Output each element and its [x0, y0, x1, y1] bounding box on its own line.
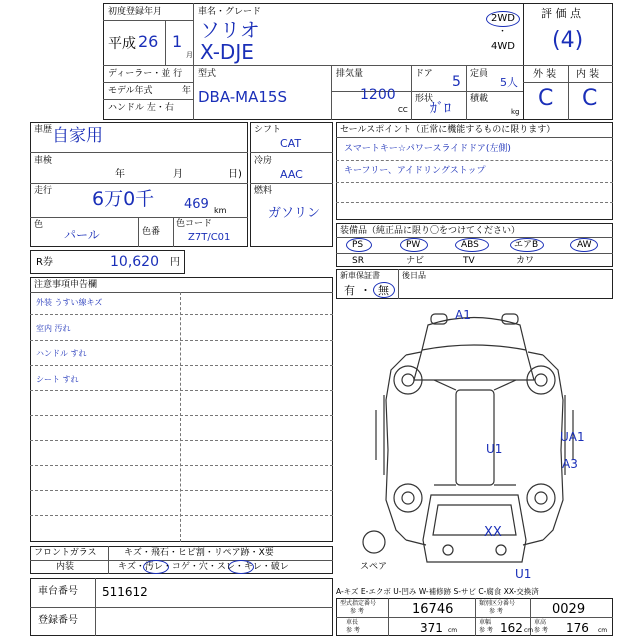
- note-line-2: 室内 汚れ: [36, 324, 71, 333]
- damage-legend: A-キズ E-エクボ U-凹み W-補修跡 S-サビ C-腐食 XX-交換済: [336, 587, 539, 596]
- reg-era: 平成: [108, 36, 136, 52]
- door-value: 5: [452, 74, 461, 90]
- shape-label: 形状: [415, 94, 434, 104]
- equip-navi: ナビ: [406, 256, 425, 266]
- mark-xx: XX: [484, 525, 502, 540]
- equip-ps: PS: [352, 240, 364, 250]
- inspection-label: 車検: [34, 156, 53, 166]
- length-cm: cm: [448, 627, 458, 634]
- windshield-options: キズ・飛石・ヒビ割・リペア跡・X要: [124, 548, 274, 558]
- interior-options: キズ・汚レ・コゲ・穴・スレ・キレ・破レ: [118, 562, 289, 572]
- reg-label: 初度登録年月: [108, 7, 163, 17]
- mark-u1-center: U1: [486, 442, 503, 456]
- note-line-4: シート すれ: [36, 375, 79, 384]
- height-ref: 参 考: [534, 627, 548, 634]
- equip-leather: カワ: [516, 256, 535, 266]
- mileage-small: 469: [184, 197, 209, 212]
- equip-sr: SR: [352, 256, 364, 266]
- note-line-1: 外装 うすい線キズ: [36, 298, 103, 307]
- mileage-big: 6万0千: [92, 188, 155, 210]
- int-label: 内 装: [576, 69, 600, 80]
- inspection-day-unit: 日): [228, 169, 242, 180]
- class-number-ref: 参 考: [489, 608, 503, 615]
- shift-label: シフト: [254, 125, 282, 135]
- color-code: Z7T/C01: [188, 232, 231, 243]
- drive-4wd: 4WD: [491, 41, 515, 52]
- width-cm: cm: [524, 627, 534, 634]
- load-label: 積載: [470, 94, 489, 104]
- equip-pw: PW: [406, 240, 421, 250]
- ext-label: 外 装: [533, 69, 557, 80]
- model-year-unit: 年: [182, 86, 192, 96]
- drive-2wd: 2WD: [491, 13, 515, 24]
- shift-value: CAT: [280, 137, 302, 150]
- chassis-label: 車台番号: [38, 586, 78, 597]
- note-line-3: ハンドル すれ: [36, 349, 87, 358]
- width-label: 車幅: [479, 619, 492, 626]
- length-ref: 参 考: [346, 627, 360, 634]
- drive-dot: ・: [498, 27, 508, 37]
- equip-abs: ABS: [461, 240, 479, 250]
- form-number-label: 型式指定番号: [340, 600, 377, 607]
- windshield-label: フロントガラス: [34, 548, 97, 558]
- mark-a3: A3: [562, 457, 578, 471]
- color-no-label: 色番: [142, 227, 161, 237]
- displacement-value: 1200: [360, 87, 396, 103]
- spare-label: スペア: [360, 562, 388, 572]
- mark-ua1: UA1: [560, 430, 585, 444]
- cc-unit: CC: [398, 106, 408, 114]
- dealer-label: ディーラー・並 行: [108, 69, 183, 79]
- int-grade: C: [582, 86, 598, 111]
- type-label: 型式: [198, 69, 217, 79]
- door-label: ドア: [415, 69, 433, 79]
- equip-aw: AW: [577, 240, 592, 250]
- recycle-box: [30, 250, 185, 274]
- km-unit: km: [214, 206, 227, 215]
- ac-label: 冷房: [254, 156, 273, 166]
- sales-point-1: スマートキー☆パワースライドドア(左側): [344, 144, 511, 154]
- form-number-value: 16746: [412, 602, 454, 617]
- usage-value: 自家用: [52, 126, 103, 146]
- chassis-value: 511612: [102, 585, 148, 599]
- color-code-label: 色コード: [176, 219, 213, 229]
- capacity-value: 5人: [500, 76, 518, 89]
- kg-unit: kg: [511, 108, 520, 116]
- car-name: ソリオ: [200, 18, 260, 42]
- mark-a1: A1: [455, 308, 471, 322]
- fuel-value: ガソリン: [268, 206, 321, 221]
- handle-label: ハンドル 左・右: [108, 103, 174, 113]
- sales-points-label: セールスポイント（正常に機能するものに限ります）: [340, 125, 556, 135]
- capacity-label: 定員: [470, 69, 489, 79]
- new-warranty-label: 新車保証書: [340, 271, 380, 280]
- equip-airbag: エアB: [514, 240, 539, 250]
- inspection-month-unit: 月: [173, 169, 183, 180]
- height-label: 車高: [534, 619, 547, 626]
- equip-tv: TV: [463, 256, 475, 266]
- class-number-value: 0029: [552, 602, 586, 617]
- after-item-label: 後日品: [402, 271, 426, 280]
- recycle-unit: 円: [170, 257, 180, 268]
- height-cm: cm: [598, 627, 608, 634]
- interior-label: 内装: [56, 562, 75, 572]
- mileage-label: 走行: [34, 186, 53, 196]
- notes-label: 注意事項申告欄: [34, 280, 98, 290]
- sales-point-2: キーフリー、アイドリングストップ: [344, 166, 486, 176]
- month-unit: 月: [186, 51, 193, 59]
- mark-u1-rear: U1: [515, 567, 532, 581]
- warranty-yes: 有: [344, 284, 355, 297]
- color-value: パール: [64, 228, 100, 242]
- reg-month: 1: [172, 32, 183, 51]
- model-year-label: モデル年式: [108, 86, 153, 96]
- class-number-label: 類別区分番号: [479, 600, 516, 607]
- warranty-no: 無: [378, 284, 389, 297]
- height-value: 176: [566, 621, 589, 635]
- recycle-amount: 10,620: [110, 254, 159, 270]
- length-label: 車長: [346, 619, 359, 626]
- type-value: DBA-MA15S: [198, 88, 287, 106]
- equipment-label: 装備品（純正品に限り〇をつけてください）: [340, 226, 521, 236]
- displacement-label: 排気量: [336, 69, 364, 79]
- length-value: 371: [420, 621, 443, 635]
- usage-label: 車歴: [34, 125, 53, 135]
- fuel-label: 燃料: [254, 186, 273, 196]
- score-value: (4): [552, 28, 584, 53]
- warranty-dot: ・: [360, 284, 371, 297]
- width-value: 162: [500, 621, 523, 635]
- notes-box: [30, 277, 333, 542]
- ac-value: AAC: [280, 168, 303, 181]
- car-grade: X-DJE: [200, 40, 254, 64]
- form-number-ref: 参 考: [350, 608, 364, 615]
- ext-grade: C: [538, 86, 554, 111]
- shape-value: ｶﾞﾛ: [430, 101, 451, 117]
- name-label: 車名・グレード: [198, 7, 262, 17]
- width-ref: 参 考: [479, 627, 493, 634]
- score-label: 評 価 点: [541, 7, 581, 20]
- inspection-year-unit: 年: [115, 169, 125, 180]
- reg-year: 26: [138, 32, 159, 51]
- recycle-label: R券: [36, 257, 53, 268]
- registration-label: 登録番号: [38, 615, 78, 626]
- color-label: 色: [34, 220, 44, 230]
